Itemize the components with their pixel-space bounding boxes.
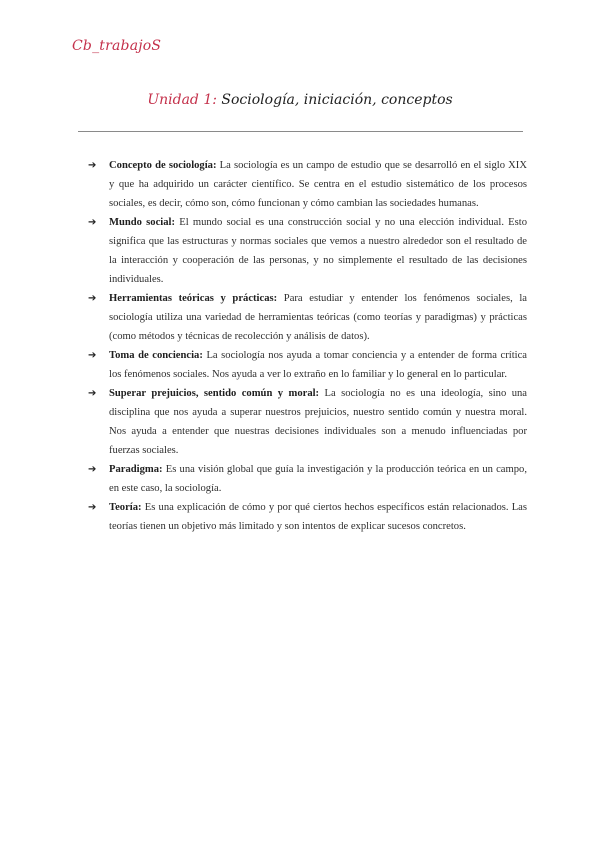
- header-watermark: Cb_trabajoS: [72, 38, 162, 54]
- item-term: Concepto de sociología:: [109, 160, 217, 171]
- item-term: Paradigma:: [109, 464, 163, 475]
- list-item: [88, 384, 527, 460]
- item-text: La sociología no es una ideología, sino una disciplina que nos ayuda a superar nuestros prejuicios, nuestro sentido común y nuestra moral. Nos ayuda a entender que nuestras decisiones individuales son a menudo influenciadas por fuerzas sociales.: [109, 388, 527, 456]
- item-text: La sociología es un campo de estudio que se desarrolló en el siglo XIX y que ha adquirido un carácter científico. Se centra en el estudio sistemático de los procesos sociales, es decir, cómo son, cómo funcionan y cómo cambian las sociedades humanas.: [109, 160, 527, 209]
- arrow-bullet-icon: ➔: [88, 350, 97, 361]
- arrow-bullet-icon: ➔: [88, 293, 97, 304]
- arrow-bullet-icon: ➔: [88, 502, 97, 513]
- arrow-bullet-icon: ➔: [88, 160, 97, 171]
- item-term: Toma de conciencia:: [109, 350, 203, 361]
- arrow-bullet-icon: ➔: [88, 464, 97, 475]
- list-item: [88, 289, 527, 346]
- item-text: Es una explicación de cómo y por qué ciertos hechos específicos están relacionados. Las teorías tienen un objetivo más limitado y son intentos de explicar sucesos concretos.: [109, 502, 527, 532]
- title-divider: [78, 131, 523, 132]
- item-term: Superar prejuicios, sentido común y moral:: [109, 388, 320, 399]
- title-subject: Sociología, iniciación, conceptos: [221, 92, 453, 108]
- list-item: [88, 156, 527, 213]
- item-term: Teoría:: [109, 502, 142, 513]
- list-item: [88, 346, 527, 384]
- list-item: [88, 498, 527, 536]
- item-term: Herramientas teóricas y prácticas:: [109, 293, 278, 304]
- item-text: La sociología nos ayuda a tomar conciencia y a entender de forma crítica los fenómenos sociales. Nos ayuda a ver lo extraño en lo familiar y lo general en lo particular.: [109, 350, 527, 380]
- list-item: [88, 213, 527, 289]
- arrow-bullet-icon: ➔: [88, 388, 97, 399]
- concept-list: [88, 156, 527, 536]
- item-term: Mundo social:: [109, 217, 176, 228]
- item-text: El mundo social es una construcción social y no una elección individual. Esto significa que las estructuras y normas sociales que vemos a nuestro alrededor son el resultado de la interacción y cooperación de las personas, y no simplemente el resultado de las decisiones individuales.: [109, 217, 528, 285]
- item-text: Es una visión global que guía la investigación y la producción teórica en un campo, en este caso, la sociología.: [109, 464, 527, 494]
- title-unit: Unidad 1:: [147, 92, 217, 108]
- list-item: [88, 460, 527, 498]
- page-title: [0, 92, 600, 108]
- arrow-bullet-icon: ➔: [88, 217, 97, 228]
- item-text: Para estudiar y entender los fenómenos sociales, la sociología utiliza una variedad de herramientas teóricas (como teorías y paradigmas) y prácticas (como métodos y técnicas de recolección y análisis de datos).: [109, 293, 528, 342]
